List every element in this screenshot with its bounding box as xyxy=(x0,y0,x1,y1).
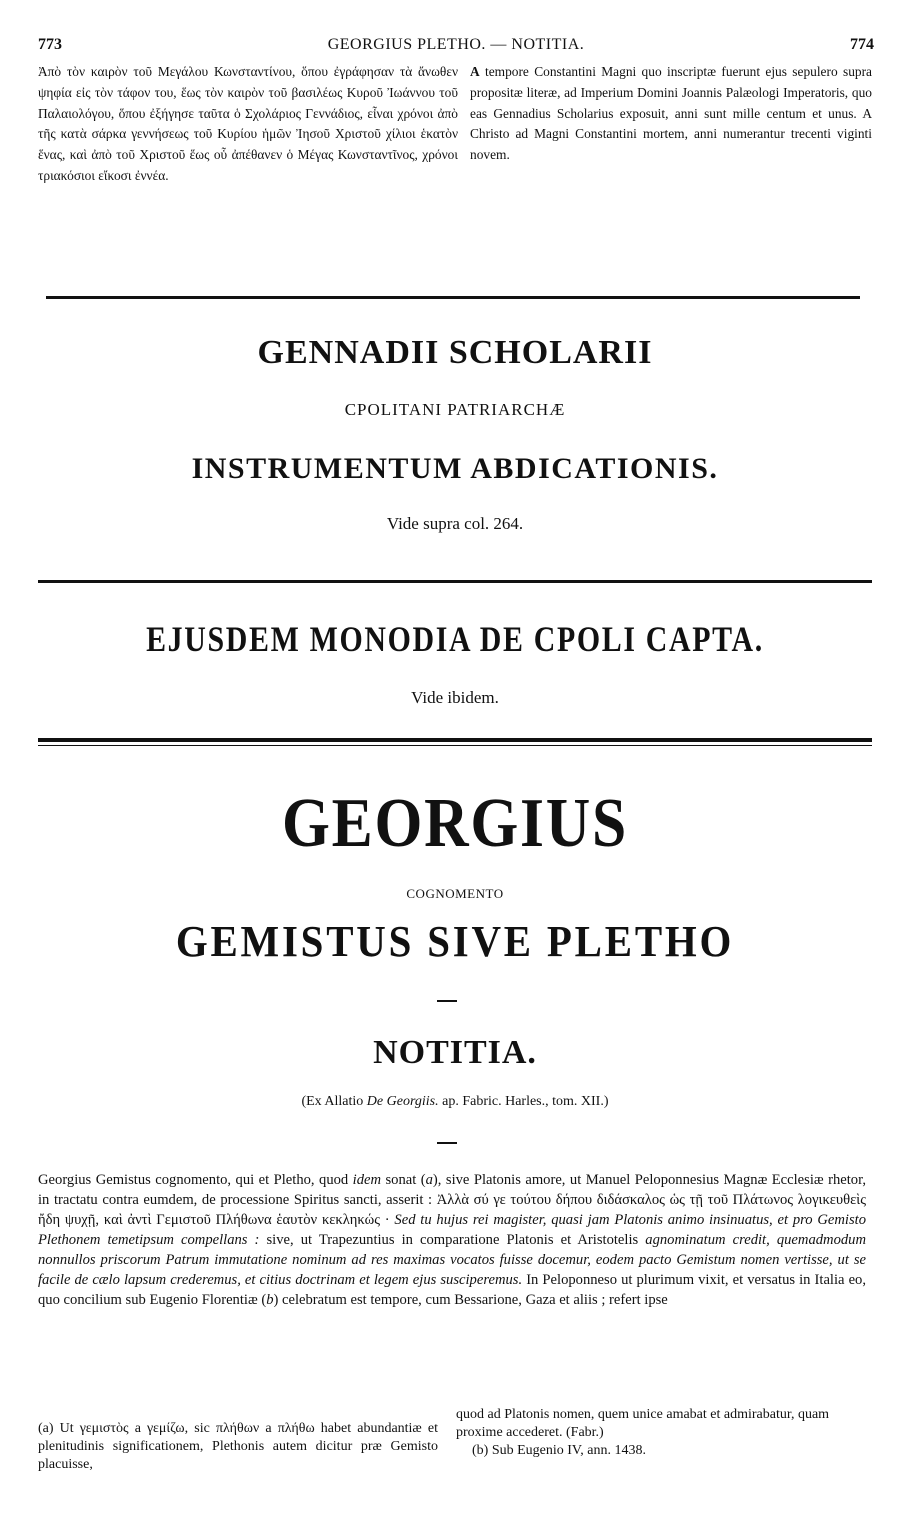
georgius-title: GEORGIUS xyxy=(281,785,629,862)
body-paragraph: Georgius Gemistus cognomento, qui et Pletho, quod idem sonat (a), sive Platonis amore, ut Manuel Peloponnesius Magnæ Ecclesiæ rhetor, in tractatu contra eumdem, de processione Spiritus sancti, asserit : Ἀλλὰ σύ γε τούτου δήπου διδάσκαλος ὡς τῇ τοῦ Πλάτωνος λογικευθεὶς ἤδη ψυχῇ, καὶ ἀντὶ Γεμιστοῦ Πλήθωνα ἑαυτὸν κεκληκώς · Sed tu hujus rei magister, quasi jam Platonis animo insinuatus, et pro Gemisto Plethonem temetipsum compellans : sive, ut Trapezuntius in comparatione Platonis et Aristotelis agnominatum credit, quemadmodum nonnullos priscorum Patrum immutatione nominum ad res maximas vocatos fuisse docemur, eodem pacto Gemistum nomen vertisse, ut se facile de cælo lapsum crederemus, et citius doctrinam et legem ejus susciperemus. In Peloponneso ut plurimum vixit, et versatus in Italia eo, quo concilium sub Eugenio Florentiæ (b) celebratum est tempore, cum Bessarione, Gaza et aliis ; refert ipse xyxy=(38,1172,867,1308)
double-rule-thin xyxy=(38,745,872,746)
cognomento-label: COGNOMENTO xyxy=(406,886,504,901)
cross-reference: Vide ibidem. xyxy=(411,688,499,707)
section-divider xyxy=(46,296,860,299)
footnote-a: (a) Ut γεμιστὸς a γεμίζω, sic πλήθων a πλήθω habet abundantiæ et plenitudinis significationem, Plethonis autem dicitur præ Gemisto placuisse, xyxy=(38,1421,438,1472)
footnote-right-column xyxy=(456,1406,872,1460)
footnote-b: (b) Sub Eugenio IV, ann. 1438. xyxy=(472,1443,646,1458)
notitia-heading: NOTITIA. xyxy=(373,1034,537,1071)
latin-column xyxy=(470,62,872,166)
monodia-heading: EJUSDEM MONODIA DE CPOLI CAPTA. xyxy=(146,619,764,659)
source-citation: (Ex Allatio De Georgiis. ap. Fabric. Harles., tom. XII.) xyxy=(301,1094,609,1109)
latin-text: tempore Constantini Magni quo inscriptæ fuerunt ejus sepulero supra propositæ literæ, ad Imperium Domini Joannis Palæologi Imperatoris, quo eas Gennadius Scholarius exposuit, anni sunt mille centum et unus. A Christo ad Magni Constantini mortem, anni numerantur trecenti viginti novem. xyxy=(470,64,872,163)
latin-paragraph xyxy=(470,62,872,166)
running-header xyxy=(38,36,874,56)
greek-paragraph: Ἀπὸ τὸν καιρὸν τοῦ Μεγάλου Κωνσταντίνου, ὅπου ἐγράφησαν τὰ ἄνωθεν ψηφία εἰς τὸν τάφον του, ἕως τὸν καιρὸν τοῦ βασιλέως Κυροῦ Ἰωάννου τοῦ Παλαιολόγου, ὅπου ἐξήγησε ταῦτα ὁ Σχολάριος Γεννάδιος, εἶναι χρόνοι ἀπὸ τῆς κατὰ σάρκα γεννήσεως τοῦ Κυρίου ἡμῶν Ἰησοῦ Χριστοῦ χίλιοι ἑκατὸν ἕνας, καὶ ἀπὸ τοῦ Χριστοῦ ἕως οὗ ἀπέθανεν ὁ Μέγας Κωνσταντῖνος, χρόνοι τριακόσιοι εἴκοσι ἐννέα. xyxy=(38,64,458,183)
footnote-a-continuation: quod ad Platonis nomen, quem unice amabat et admirabatur, quam proxime accederet. (Fabr.) xyxy=(456,1407,830,1440)
double-rule-thick xyxy=(38,738,872,742)
cross-reference: Vide supra col. 264. xyxy=(386,514,524,533)
gemistus-subtitle: GEMISTUS SIVE PLETHO xyxy=(175,917,735,966)
section-divider xyxy=(38,580,872,583)
instrumentum-heading: INSTRUMENTUM ABDICATIONIS. xyxy=(191,452,719,485)
page-number-right: 774 xyxy=(850,36,874,53)
short-dash xyxy=(437,1142,457,1144)
short-dash xyxy=(437,1000,457,1002)
gennadius-subtitle: CPOLITANI PATRIARCHÆ xyxy=(344,400,566,419)
margin-marker: A xyxy=(470,64,480,79)
page-number-left: 773 xyxy=(38,36,62,53)
running-title: GEORGIUS PLETHO. — NOTITIA. xyxy=(327,36,585,53)
greek-column xyxy=(38,62,458,187)
gennadius-title: GENNADII SCHOLARII xyxy=(257,334,653,371)
